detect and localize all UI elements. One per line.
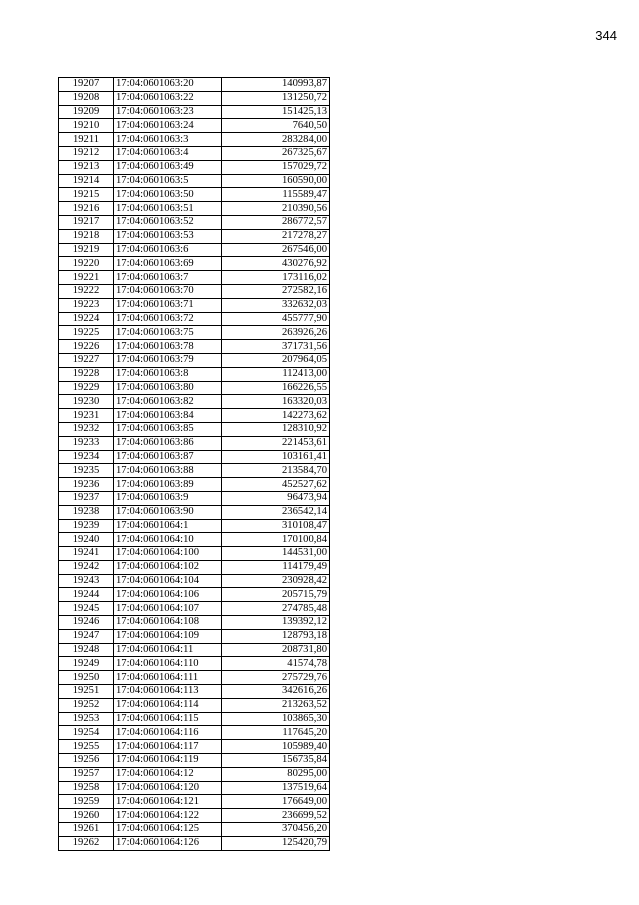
- row-number-cell: 19241: [59, 547, 114, 561]
- value-cell: 173116,02: [222, 271, 330, 285]
- table-row: [59, 340, 330, 354]
- cadastral-number-cell: 17:04:0601063:5: [114, 174, 222, 188]
- row-number-cell: 19208: [59, 91, 114, 105]
- table-row: [59, 795, 330, 809]
- cadastral-number-cell: 17:04:0601063:52: [114, 215, 222, 229]
- row-number-cell: 19246: [59, 616, 114, 630]
- table-row: [59, 271, 330, 285]
- row-number-cell: 19249: [59, 657, 114, 671]
- cadastral-number-cell: 17:04:0601063:85: [114, 422, 222, 436]
- row-number-cell: 19258: [59, 781, 114, 795]
- row-number-cell: 19234: [59, 450, 114, 464]
- cadastral-number-cell: 17:04:0601063:7: [114, 271, 222, 285]
- table-row: [59, 105, 330, 119]
- value-cell: 370456,20: [222, 823, 330, 837]
- table-row: [59, 616, 330, 630]
- value-cell: 236699,52: [222, 809, 330, 823]
- cadastral-number-cell: 17:04:0601064:114: [114, 698, 222, 712]
- row-number-cell: 19247: [59, 629, 114, 643]
- row-number-cell: 19245: [59, 602, 114, 616]
- value-cell: 267546,00: [222, 243, 330, 257]
- cadastral-number-cell: 17:04:0601064:11: [114, 643, 222, 657]
- value-cell: 213584,70: [222, 464, 330, 478]
- value-cell: 176649,00: [222, 795, 330, 809]
- value-cell: 156735,84: [222, 754, 330, 768]
- row-number-cell: 19207: [59, 78, 114, 92]
- cadastral-number-cell: 17:04:0601063:88: [114, 464, 222, 478]
- cadastral-number-cell: 17:04:0601063:84: [114, 409, 222, 423]
- row-number-cell: 19260: [59, 809, 114, 823]
- cadastral-number-cell: 17:04:0601063:89: [114, 478, 222, 492]
- table-row: [59, 726, 330, 740]
- value-cell: 157029,72: [222, 160, 330, 174]
- table-row: [59, 174, 330, 188]
- row-number-cell: 19229: [59, 381, 114, 395]
- value-cell: 128310,92: [222, 422, 330, 436]
- row-number-cell: 19252: [59, 698, 114, 712]
- value-cell: 117645,20: [222, 726, 330, 740]
- cadastral-number-cell: 17:04:0601064:120: [114, 781, 222, 795]
- value-cell: 142273,62: [222, 409, 330, 423]
- row-number-cell: 19212: [59, 146, 114, 160]
- table-row: [59, 422, 330, 436]
- table-row: [59, 160, 330, 174]
- cadastral-number-cell: 17:04:0601063:82: [114, 395, 222, 409]
- table-row: [59, 809, 330, 823]
- row-number-cell: 19210: [59, 119, 114, 133]
- value-cell: 41574,78: [222, 657, 330, 671]
- cadastral-number-cell: 17:04:0601064:115: [114, 712, 222, 726]
- row-number-cell: 19231: [59, 409, 114, 423]
- table-row: [59, 781, 330, 795]
- row-number-cell: 19228: [59, 367, 114, 381]
- row-number-cell: 19254: [59, 726, 114, 740]
- cadastral-number-cell: 17:04:0601063:80: [114, 381, 222, 395]
- table-row: [59, 119, 330, 133]
- value-cell: 170100,84: [222, 533, 330, 547]
- cadastral-number-cell: 17:04:0601064:109: [114, 629, 222, 643]
- cadastral-number-cell: 17:04:0601063:78: [114, 340, 222, 354]
- value-cell: 151425,13: [222, 105, 330, 119]
- table-row: [59, 629, 330, 643]
- cadastral-number-cell: 17:04:0601064:104: [114, 574, 222, 588]
- cadastral-number-cell: 17:04:0601064:119: [114, 754, 222, 768]
- table-row: [59, 560, 330, 574]
- row-number-cell: 19221: [59, 271, 114, 285]
- cadastral-value-table: [58, 77, 330, 851]
- row-number-cell: 19255: [59, 740, 114, 754]
- row-number-cell: 19219: [59, 243, 114, 257]
- row-number-cell: 19256: [59, 754, 114, 768]
- cadastral-number-cell: 17:04:0601063:23: [114, 105, 222, 119]
- cadastral-number-cell: 17:04:0601063:50: [114, 188, 222, 202]
- value-cell: 125420,79: [222, 836, 330, 850]
- cadastral-number-cell: 17:04:0601064:108: [114, 616, 222, 630]
- table-row: [59, 643, 330, 657]
- row-number-cell: 19224: [59, 312, 114, 326]
- cadastral-number-cell: 17:04:0601063:4: [114, 146, 222, 160]
- value-cell: 310108,47: [222, 519, 330, 533]
- value-cell: 140993,87: [222, 78, 330, 92]
- row-number-cell: 19261: [59, 823, 114, 837]
- value-cell: 283284,00: [222, 133, 330, 147]
- cadastral-number-cell: 17:04:0601063:90: [114, 505, 222, 519]
- value-cell: 221453,61: [222, 436, 330, 450]
- row-number-cell: 19244: [59, 588, 114, 602]
- table-row: [59, 836, 330, 850]
- cadastral-number-cell: 17:04:0601064:121: [114, 795, 222, 809]
- value-cell: 452527,62: [222, 478, 330, 492]
- table-row: [59, 436, 330, 450]
- table-row: [59, 257, 330, 271]
- value-cell: 112413,00: [222, 367, 330, 381]
- table-row: [59, 685, 330, 699]
- value-cell: 103865,30: [222, 712, 330, 726]
- value-cell: 263926,26: [222, 326, 330, 340]
- row-number-cell: 19257: [59, 767, 114, 781]
- value-cell: 236542,14: [222, 505, 330, 519]
- row-number-cell: 19239: [59, 519, 114, 533]
- table-row: [59, 505, 330, 519]
- cadastral-number-cell: 17:04:0601064:113: [114, 685, 222, 699]
- cadastral-number-cell: 17:04:0601063:53: [114, 229, 222, 243]
- table-row: [59, 767, 330, 781]
- cadastral-number-cell: 17:04:0601064:110: [114, 657, 222, 671]
- cadastral-number-cell: 17:04:0601064:12: [114, 767, 222, 781]
- table-row: [59, 823, 330, 837]
- value-cell: 163320,03: [222, 395, 330, 409]
- table-row: [59, 395, 330, 409]
- value-cell: 96473,94: [222, 491, 330, 505]
- cadastral-number-cell: 17:04:0601064:102: [114, 560, 222, 574]
- row-number-cell: 19262: [59, 836, 114, 850]
- cadastral-number-cell: 17:04:0601063:9: [114, 491, 222, 505]
- table-row: [59, 215, 330, 229]
- table-row: [59, 754, 330, 768]
- value-cell: 137519,64: [222, 781, 330, 795]
- table-row: [59, 698, 330, 712]
- value-cell: 160590,00: [222, 174, 330, 188]
- table-row: [59, 188, 330, 202]
- cadastral-number-cell: 17:04:0601064:100: [114, 547, 222, 561]
- table-row: [59, 133, 330, 147]
- cadastral-number-cell: 17:04:0601063:72: [114, 312, 222, 326]
- value-cell: 205715,79: [222, 588, 330, 602]
- table-row: [59, 478, 330, 492]
- table-row: [59, 491, 330, 505]
- value-cell: 115589,47: [222, 188, 330, 202]
- value-cell: 213263,52: [222, 698, 330, 712]
- cadastral-number-cell: 17:04:0601064:117: [114, 740, 222, 754]
- row-number-cell: 19242: [59, 560, 114, 574]
- row-number-cell: 19220: [59, 257, 114, 271]
- table-row: [59, 381, 330, 395]
- row-number-cell: 19236: [59, 478, 114, 492]
- table-row: [59, 533, 330, 547]
- cadastral-number-cell: 17:04:0601063:69: [114, 257, 222, 271]
- cadastral-number-cell: 17:04:0601064:126: [114, 836, 222, 850]
- table-row: [59, 367, 330, 381]
- value-cell: 267325,67: [222, 146, 330, 160]
- value-cell: 166226,55: [222, 381, 330, 395]
- value-cell: 128793,18: [222, 629, 330, 643]
- cadastral-number-cell: 17:04:0601064:116: [114, 726, 222, 740]
- cadastral-number-cell: 17:04:0601063:20: [114, 78, 222, 92]
- table-row: [59, 602, 330, 616]
- cadastral-number-cell: 17:04:0601063:22: [114, 91, 222, 105]
- cadastral-number-cell: 17:04:0601063:49: [114, 160, 222, 174]
- cadastral-number-cell: 17:04:0601063:86: [114, 436, 222, 450]
- row-number-cell: 19243: [59, 574, 114, 588]
- cadastral-number-cell: 17:04:0601063:87: [114, 450, 222, 464]
- cadastral-number-cell: 17:04:0601064:1: [114, 519, 222, 533]
- table-row: [59, 671, 330, 685]
- value-cell: 274785,48: [222, 602, 330, 616]
- value-cell: 210390,56: [222, 202, 330, 216]
- table-body: [59, 78, 330, 851]
- row-number-cell: 19251: [59, 685, 114, 699]
- cadastral-number-cell: 17:04:0601063:79: [114, 353, 222, 367]
- value-cell: 272582,16: [222, 284, 330, 298]
- row-number-cell: 19218: [59, 229, 114, 243]
- value-cell: 332632,03: [222, 298, 330, 312]
- row-number-cell: 19259: [59, 795, 114, 809]
- row-number-cell: 19225: [59, 326, 114, 340]
- cadastral-number-cell: 17:04:0601063:8: [114, 367, 222, 381]
- cadastral-number-cell: 17:04:0601064:122: [114, 809, 222, 823]
- row-number-cell: 19240: [59, 533, 114, 547]
- row-number-cell: 19253: [59, 712, 114, 726]
- table-row: [59, 740, 330, 754]
- row-number-cell: 19209: [59, 105, 114, 119]
- table-row: [59, 464, 330, 478]
- value-cell: 144531,00: [222, 547, 330, 561]
- cadastral-number-cell: 17:04:0601064:10: [114, 533, 222, 547]
- row-number-cell: 19235: [59, 464, 114, 478]
- row-number-cell: 19215: [59, 188, 114, 202]
- row-number-cell: 19211: [59, 133, 114, 147]
- cadastral-number-cell: 17:04:0601063:6: [114, 243, 222, 257]
- row-number-cell: 19232: [59, 422, 114, 436]
- table-row: [59, 284, 330, 298]
- value-cell: 217278,27: [222, 229, 330, 243]
- cadastral-number-cell: 17:04:0601063:70: [114, 284, 222, 298]
- value-cell: 139392,12: [222, 616, 330, 630]
- row-number-cell: 19238: [59, 505, 114, 519]
- value-cell: 105989,40: [222, 740, 330, 754]
- row-number-cell: 19250: [59, 671, 114, 685]
- table-row: [59, 353, 330, 367]
- value-cell: 342616,26: [222, 685, 330, 699]
- table-row: [59, 519, 330, 533]
- table-row: [59, 312, 330, 326]
- value-cell: 430276,92: [222, 257, 330, 271]
- value-cell: 131250,72: [222, 91, 330, 105]
- row-number-cell: 19230: [59, 395, 114, 409]
- table-row: [59, 229, 330, 243]
- row-number-cell: 19248: [59, 643, 114, 657]
- cadastral-number-cell: 17:04:0601063:75: [114, 326, 222, 340]
- value-cell: 114179,49: [222, 560, 330, 574]
- table-row: [59, 450, 330, 464]
- table-row: [59, 547, 330, 561]
- table-row: [59, 657, 330, 671]
- value-cell: 80295,00: [222, 767, 330, 781]
- table-row: [59, 712, 330, 726]
- value-cell: 286772,57: [222, 215, 330, 229]
- row-number-cell: 19217: [59, 215, 114, 229]
- value-cell: 208731,80: [222, 643, 330, 657]
- cadastral-number-cell: 17:04:0601064:107: [114, 602, 222, 616]
- row-number-cell: 19222: [59, 284, 114, 298]
- cadastral-number-cell: 17:04:0601063:3: [114, 133, 222, 147]
- table-row: [59, 588, 330, 602]
- table-row: [59, 202, 330, 216]
- table-row: [59, 298, 330, 312]
- cadastral-number-cell: 17:04:0601063:71: [114, 298, 222, 312]
- value-cell: 455777,90: [222, 312, 330, 326]
- page-number: 344: [595, 28, 617, 43]
- row-number-cell: 19227: [59, 353, 114, 367]
- row-number-cell: 19237: [59, 491, 114, 505]
- row-number-cell: 19213: [59, 160, 114, 174]
- table-row: [59, 574, 330, 588]
- row-number-cell: 19233: [59, 436, 114, 450]
- value-cell: 103161,41: [222, 450, 330, 464]
- value-cell: 207964,05: [222, 353, 330, 367]
- table-row: [59, 243, 330, 257]
- row-number-cell: 19226: [59, 340, 114, 354]
- cadastral-number-cell: 17:04:0601064:106: [114, 588, 222, 602]
- value-cell: 7640,50: [222, 119, 330, 133]
- row-number-cell: 19216: [59, 202, 114, 216]
- cadastral-number-cell: 17:04:0601064:125: [114, 823, 222, 837]
- cadastral-number-cell: 17:04:0601063:51: [114, 202, 222, 216]
- table-row: [59, 146, 330, 160]
- value-cell: 371731,56: [222, 340, 330, 354]
- cadastral-number-cell: 17:04:0601064:111: [114, 671, 222, 685]
- row-number-cell: 19223: [59, 298, 114, 312]
- table-row: [59, 91, 330, 105]
- table-row: [59, 78, 330, 92]
- value-cell: 230928,42: [222, 574, 330, 588]
- value-cell: 275729,76: [222, 671, 330, 685]
- row-number-cell: 19214: [59, 174, 114, 188]
- table-row: [59, 326, 330, 340]
- table-row: [59, 409, 330, 423]
- cadastral-number-cell: 17:04:0601063:24: [114, 119, 222, 133]
